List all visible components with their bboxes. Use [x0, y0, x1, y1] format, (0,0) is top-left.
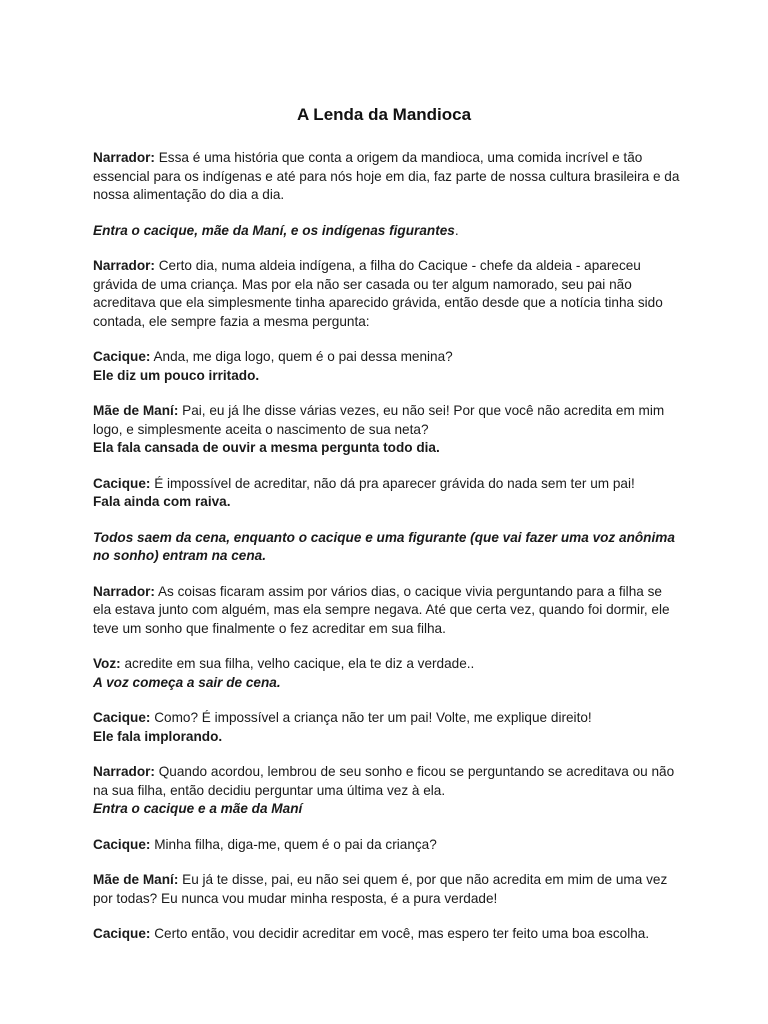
speaker-label: Narrador:	[93, 258, 155, 273]
stage-direction-text: A voz começa a sair de cena.	[93, 674, 281, 690]
acting-note: Ela fala cansada de ouvir a mesma pergunta todo dia.	[93, 440, 440, 455]
paragraph-narrador-1	[93, 149, 683, 205]
dialogue-text: Minha filha, diga-me, quem é o pai da criança?	[150, 836, 437, 852]
paragraph-voz	[93, 655, 683, 692]
stage-direction-tail: .	[454, 222, 459, 238]
paragraph-narrador-4	[93, 763, 683, 819]
acting-note: Ele diz um pouco irritado.	[93, 367, 260, 383]
dialogue-text: As coisas ficaram assim por vários dias, o cacique vivia perguntando para a filha se ela estava junto com alguém, mas ela sempre negava. Até que certa vez, quando foi dormir, ele teve um sonho que finalmente o fez acreditar em sua filha.	[93, 583, 670, 636]
speaker-label: Narrador:	[93, 764, 155, 779]
speaker-label: Cacique:	[93, 710, 151, 725]
paragraph-cacique-2	[93, 475, 683, 512]
speaker-label: Cacique:	[93, 836, 151, 852]
dialogue-text: Anda, me diga logo, quem é o pai dessa menina?	[150, 349, 453, 364]
dialogue-text: Como? É impossível a criança não ter um pai! Volte, me explique direito!	[150, 710, 592, 725]
dialogue-text: Pai, eu já lhe disse várias vezes, eu não sei! Por que você não acredita em mim logo, e simplesmente aceita o nascimento de sua neta?	[93, 403, 665, 437]
speaker-label: Cacique:	[93, 349, 151, 364]
speaker-label: Cacique:	[93, 475, 151, 491]
document-title: A Lenda da Mandioca	[296, 105, 472, 124]
speaker-label: Cacique:	[93, 926, 151, 941]
speaker-label: Voz:	[93, 656, 121, 671]
paragraph-cacique-1	[93, 348, 683, 385]
stage-direction-1	[93, 222, 683, 241]
acting-note: Fala ainda com raiva.	[93, 494, 231, 509]
dialogue-text: É impossível de acreditar, não dá pra aparecer grávida do nada sem ter um pai!	[150, 475, 635, 491]
dialogue-text: Certo então, vou decidir acreditar em você, mas espero ter feito uma boa escolha.	[150, 926, 650, 941]
paragraph-cacique-4	[93, 836, 683, 855]
document-body	[93, 149, 683, 961]
paragraph-narrador-3	[93, 583, 683, 639]
dialogue-text: acredite em sua filha, velho cacique, ela te diz a verdade..	[120, 656, 475, 671]
dialogue-text: Certo dia, numa aldeia indígena, a filha do Cacique - chefe da aldeia - apareceu grávida de uma criança. Mas por ela não ser casada ou ter algum namorado, seu pai não acreditava que ela simplesmente tinha aparecido grávida, então desde que a notícia tinha sido contada, ele sempre fazia a mesma pergunta:	[93, 258, 663, 329]
paragraph-cacique-3	[93, 709, 683, 746]
speaker-label: Narrador:	[93, 583, 155, 599]
paragraph-mae-de-mani-1	[93, 402, 683, 458]
speaker-label: Mãe de Maní:	[93, 403, 179, 418]
paragraph-cacique-5	[93, 925, 683, 944]
speaker-label: Narrador:	[93, 150, 155, 165]
stage-direction-text: Entra o cacique, mãe da Maní, e os indígenas figurantes	[93, 222, 455, 238]
dialogue-text: Quando acordou, lembrou de seu sonho e ficou se perguntando se acreditava ou não na sua filha, então decidiu perguntar uma última vez à ela.	[93, 764, 675, 798]
dialogue-text: Eu já te disse, pai, eu não sei quem é, por que não acredita em mim de uma vez por todas? Eu nunca vou mudar minha resposta, é a pura verdade!	[93, 872, 668, 906]
stage-direction-text: Todos saem da cena, enquanto o cacique e uma figurante (que vai fazer uma voz anônima no sonho) entram na cena.	[93, 529, 675, 563]
acting-note: Ele fala implorando.	[93, 728, 223, 744]
speaker-label: Mãe de Maní:	[93, 872, 179, 887]
stage-direction-2	[93, 529, 683, 566]
paragraph-mae-de-mani-2	[93, 871, 683, 908]
dialogue-text: Essa é uma história que conta a origem da mandioca, uma comida incrível e tão essencial para os indígenas e até para nós hoje em dia, faz parte de nossa cultura brasileira e da nossa alimentação do dia a dia.	[93, 150, 680, 202]
stage-direction-text: Entra o cacique e a mãe da Maní	[93, 801, 303, 816]
paragraph-narrador-2	[93, 257, 683, 331]
